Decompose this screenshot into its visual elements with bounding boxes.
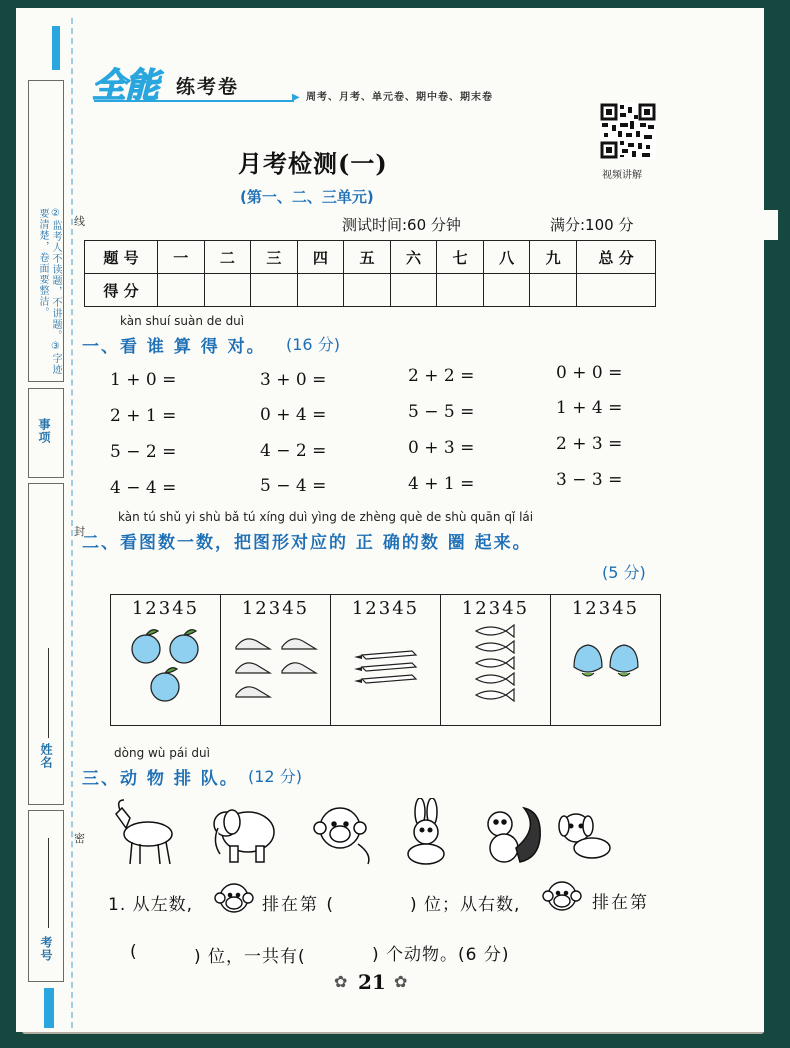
equation: 5 − 5 = xyxy=(408,402,475,422)
q1-part3: ) 位；从右数, xyxy=(410,895,521,915)
qr-code[interactable] xyxy=(600,103,656,159)
page-ornament-left-icon: ✿ xyxy=(334,972,348,991)
peach-icon xyxy=(552,619,659,717)
section2-heading: 二、看图数一数，把图形对应的 正 确的数 圈 起来。 xyxy=(82,533,532,553)
equation: 2 + 3 = xyxy=(556,434,623,454)
equation: 3 + 0 = xyxy=(260,370,327,390)
animals-row xyxy=(108,798,698,868)
monkey-icon xyxy=(212,878,258,920)
equation: 4 − 4 = xyxy=(110,478,177,498)
score-col-4: 四 xyxy=(297,241,344,274)
q1-part1: 1. 从左数, xyxy=(108,895,194,915)
equation: 2 + 1 = xyxy=(110,406,177,426)
equation: 3 − 3 = xyxy=(556,470,623,490)
exam-paper xyxy=(16,8,764,1032)
digit-choices[interactable]: 12345 xyxy=(461,598,530,619)
score-cell[interactable] xyxy=(344,274,391,307)
brand-sub: 练考卷 xyxy=(176,76,240,98)
full-score: 满分:100 分 xyxy=(550,216,634,234)
squirrel-icon xyxy=(488,808,540,862)
elephant-icon xyxy=(214,810,274,862)
section3-points: (12 分) xyxy=(248,767,302,786)
score-cell[interactable] xyxy=(297,274,344,307)
section1-points: (16 分) xyxy=(286,335,340,354)
pencil-icon xyxy=(332,619,439,717)
equation: 1 + 0 = xyxy=(110,370,177,390)
q1-part2: 排在第 ( xyxy=(262,895,336,915)
picture-cell-peaches xyxy=(551,595,661,726)
score-col-total: 总 分 xyxy=(577,241,656,274)
q1-line2b: ) 位，一共有( xyxy=(194,947,306,967)
score-col-3: 三 xyxy=(251,241,298,274)
equation: 4 + 1 = xyxy=(408,474,475,494)
exam-no-label: 考号 xyxy=(39,936,53,962)
picture-cell-pencils xyxy=(331,595,441,726)
digit-choices[interactable]: 12345 xyxy=(571,598,640,619)
section2-pinyin: kàn tú shǔ yi shù bǎ tú xíng duì yìng de zhèng què de shù quān qǐ lái xyxy=(118,510,534,524)
score-cell[interactable] xyxy=(251,274,298,307)
name-input-line[interactable] xyxy=(48,648,50,738)
exam-no-input-line[interactable] xyxy=(48,838,50,928)
score-table-score-row xyxy=(85,274,656,307)
score-col-7: 七 xyxy=(437,241,484,274)
answer-blank-left-position[interactable] xyxy=(352,892,404,912)
q1-part4: 排在第 xyxy=(592,893,649,913)
exam-subtitle: (第一、二、三单元) xyxy=(240,188,374,206)
goat-icon xyxy=(116,800,172,864)
section3-pinyin: dòng wù pái duì xyxy=(114,746,210,760)
qr-caption: 视频讲解 xyxy=(602,170,642,181)
equation: 1 + 4 = xyxy=(556,398,623,418)
margin-blue-bar-bottom xyxy=(44,988,54,1028)
margin-char-xian: 线 xyxy=(74,215,85,228)
picture-cell-caps xyxy=(221,595,331,726)
q1-line2a: ( xyxy=(130,942,137,962)
exam-title: 月考检测(一) xyxy=(238,149,388,178)
score-cell[interactable] xyxy=(483,274,530,307)
fish-icon xyxy=(442,619,549,717)
brand-tagline: 周考、月考、单元卷、期中卷、期末卷 xyxy=(306,92,493,103)
margin-notes-title: 事项 xyxy=(37,418,51,444)
digit-choices[interactable]: 12345 xyxy=(351,598,420,619)
score-table-row2-label: 得 分 xyxy=(85,274,158,307)
digit-choices[interactable]: 12345 xyxy=(241,598,310,619)
section2-points: (5 分) xyxy=(602,563,646,582)
equation: 5 − 4 = xyxy=(260,476,327,496)
score-cell[interactable] xyxy=(577,274,656,307)
brand-arrow: ▶ xyxy=(292,92,300,103)
equation: 0 + 0 = xyxy=(556,363,623,383)
section1-pinyin: kàn shuí suàn de duì xyxy=(120,314,245,328)
score-table-row1-label: 题 号 xyxy=(85,241,158,274)
digit-choices[interactable]: 12345 xyxy=(131,598,200,619)
page-number: 21 xyxy=(358,970,386,994)
score-col-5: 五 xyxy=(344,241,391,274)
margin-blue-bar-top xyxy=(52,26,60,70)
score-col-6: 六 xyxy=(390,241,437,274)
rabbit-icon xyxy=(408,798,444,864)
name-label: 姓名 xyxy=(39,743,53,769)
equation: 0 + 3 = xyxy=(408,438,475,458)
score-col-8: 八 xyxy=(483,241,530,274)
section3-heading: 三、动 物 排 队。 xyxy=(82,769,239,789)
score-cell[interactable] xyxy=(390,274,437,307)
margin-char-feng: 封 xyxy=(74,525,85,538)
brand-underline xyxy=(94,100,294,102)
score-cell[interactable] xyxy=(437,274,484,307)
score-col-1: 一 xyxy=(158,241,205,274)
margin-char-mi: 密 xyxy=(74,832,85,845)
q1-line2c: ) 个动物。(6 分) xyxy=(372,945,510,965)
answer-blank-total[interactable] xyxy=(320,942,368,962)
cap-icon xyxy=(222,619,329,717)
score-table xyxy=(84,240,656,307)
score-table-header-row xyxy=(85,241,656,274)
equation: 2 + 2 = xyxy=(408,366,475,386)
score-cell[interactable] xyxy=(158,274,205,307)
puppy-icon xyxy=(559,814,610,858)
section1-heading: 一、看 谁 算 得 对。 xyxy=(82,337,266,357)
notes-title-box xyxy=(28,388,64,478)
test-time: 测试时间:60 分钟 xyxy=(342,216,461,234)
monkey-icon xyxy=(314,808,369,864)
score-cell[interactable] xyxy=(530,274,577,307)
next-page-edge xyxy=(764,210,778,240)
picture-cell-fish xyxy=(441,595,551,726)
brand-main: 全能 xyxy=(92,66,158,106)
answer-blank-right-position[interactable] xyxy=(142,942,194,962)
monkey-icon xyxy=(540,876,586,918)
picture-cell-apples xyxy=(111,595,221,726)
apple-icon xyxy=(112,619,219,717)
equation: 4 − 2 = xyxy=(260,441,327,461)
equation: 0 + 4 = xyxy=(260,405,327,425)
equation: 5 − 2 = xyxy=(110,442,177,462)
picture-count-table xyxy=(110,594,661,726)
score-cell[interactable] xyxy=(204,274,251,307)
margin-notes: ②监考人不读题，不讲题。③字迹要清楚，卷面要整洁。 xyxy=(37,208,61,375)
score-col-9: 九 xyxy=(530,241,577,274)
page-ornament-right-icon: ✿ xyxy=(394,972,408,991)
score-col-2: 二 xyxy=(204,241,251,274)
